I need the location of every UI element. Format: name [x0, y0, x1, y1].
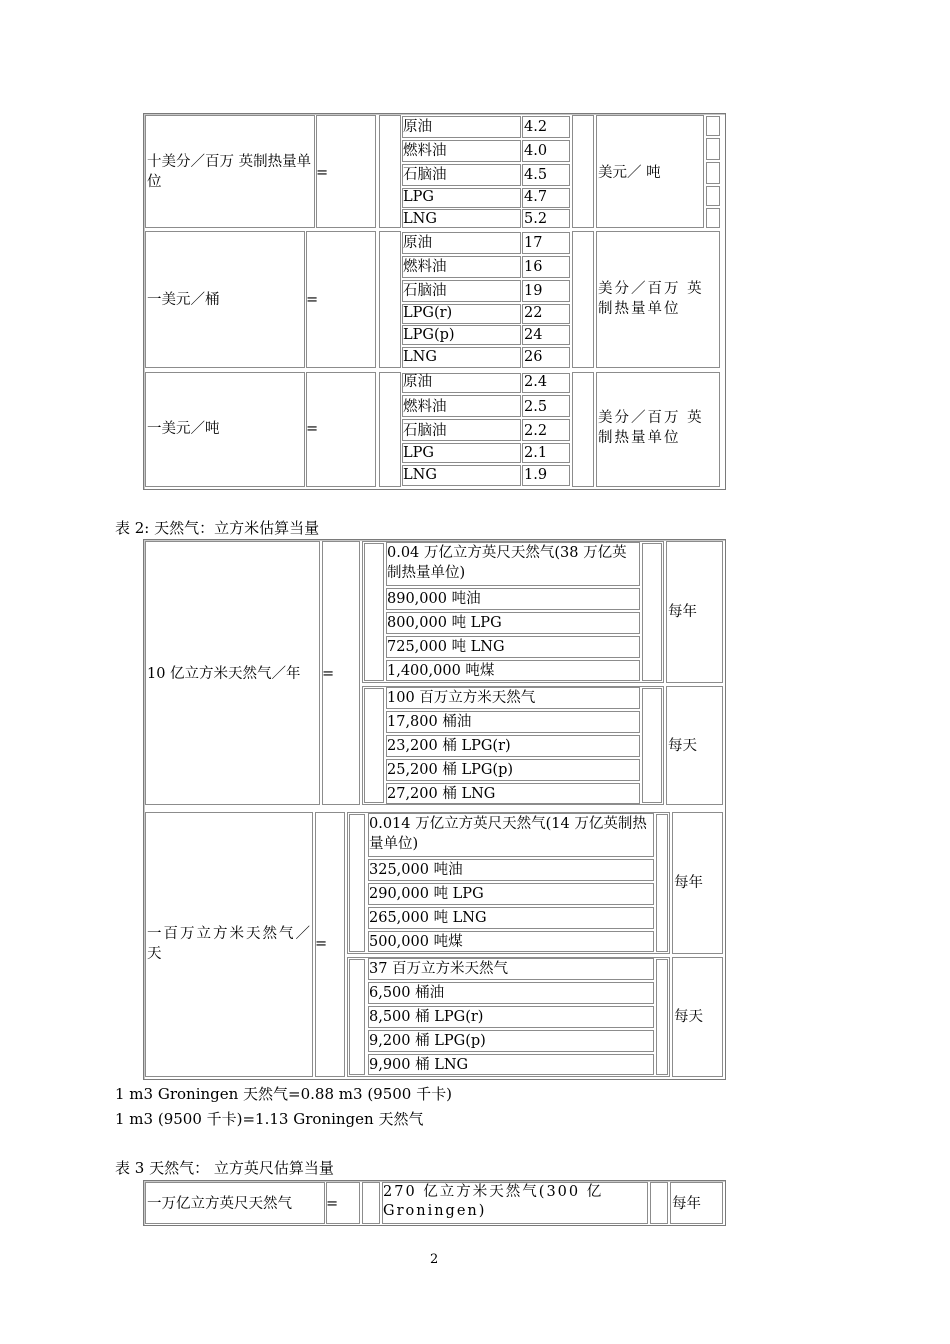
- item-value: 2.5: [524, 399, 548, 415]
- t1-b1-edge: [706, 138, 720, 160]
- item-name: 原油: [403, 119, 432, 135]
- t1-b1-spacer: [379, 115, 401, 228]
- page-number: 2: [430, 1252, 439, 1267]
- item-name: 燃料油: [403, 399, 447, 415]
- item-name: LNG: [403, 349, 437, 365]
- list-item: 17,800 桶油: [387, 714, 472, 730]
- t1-b1-spacer2: [572, 115, 594, 228]
- t2-b1-label: 10 亿立方米天然气／年: [147, 666, 301, 682]
- t3-value: 270 亿立方米天然气(300 亿 Groningen): [383, 1184, 604, 1219]
- list-item: 23,200 桶 LPG(r): [387, 738, 511, 754]
- t2-b1-yearly-unit: 每年: [668, 604, 697, 620]
- item-name: LNG: [403, 211, 437, 227]
- t1-b1-label: 十美分／百万 英制热量单位: [147, 154, 312, 190]
- note-line: 1 m3 Groningen 天然气=0.88 m3 (9500 千卡): [115, 1085, 452, 1103]
- item-value: 4.0: [524, 143, 548, 159]
- item-value: 1.9: [524, 467, 548, 483]
- table3-caption: 表 3 天然气： 立方英尺估算当量: [115, 1159, 334, 1177]
- t1-b1-edge: [706, 116, 720, 136]
- list-item: 0.04 万亿立方英尺天然气(38 万亿英制热量单位): [387, 545, 627, 581]
- t1-b1-edge: [706, 208, 720, 228]
- t2-b1-yearly-spacer: [364, 543, 384, 681]
- t2-b2-daily-spacer: [349, 959, 365, 1075]
- list-item: 9,200 桶 LPG(p): [369, 1033, 486, 1049]
- list-item: 325,000 吨油: [369, 862, 463, 878]
- list-item: 0.014 万亿立方英尺天然气(14 万亿英制热量单位): [369, 816, 647, 852]
- t2-b2-yearly-spacer: [349, 814, 365, 952]
- item-value: 16: [524, 259, 543, 275]
- item-name: 燃料油: [403, 143, 447, 159]
- item-name: 原油: [403, 235, 432, 251]
- list-item: 890,000 吨油: [387, 591, 481, 607]
- list-item: 800,000 吨 LPG: [387, 615, 502, 631]
- item-value: 2.4: [524, 374, 548, 390]
- item-value: 5.2: [524, 211, 548, 227]
- t1-b1-unit: 美元／ 吨: [598, 165, 661, 181]
- t3-spacer2: [650, 1182, 668, 1224]
- t2-b2-yearly-unit: 每年: [674, 875, 703, 891]
- t1-b3-eq: =: [306, 421, 319, 437]
- list-item: 9,900 桶 LNG: [369, 1057, 469, 1073]
- table2-caption: 表 2: 天然气：立方米估算当量: [115, 519, 320, 537]
- item-value: 17: [524, 235, 543, 251]
- item-value: 24: [524, 327, 543, 343]
- t2-b2-eq: =: [315, 936, 328, 952]
- list-item: 25,200 桶 LPG(p): [387, 762, 514, 778]
- t2-b2-daily-unit: 每天: [674, 1009, 703, 1025]
- item-name: LPG(r): [403, 305, 453, 321]
- list-item: 37 百万立方米天然气: [369, 961, 509, 977]
- t1-b1-eq: =: [316, 165, 329, 181]
- item-name: 石脑油: [403, 423, 447, 439]
- t1-b2-spacer: [379, 231, 401, 368]
- t1-b2-label: 一美元／桶: [147, 292, 220, 308]
- t2-b1-daily-spacer2: [642, 688, 662, 803]
- t1-b2-unit: 美分／百万 英制热量单位: [598, 281, 704, 317]
- item-name: 原油: [403, 374, 432, 390]
- t1-b3-spacer2: [572, 372, 594, 487]
- item-name: 石脑油: [403, 167, 447, 183]
- item-name: LPG: [403, 189, 434, 205]
- note-line: 1 m3 (9500 千卡)=1.13 Groningen 天然气: [115, 1110, 424, 1128]
- item-value: 4.5: [524, 167, 548, 183]
- list-item: 725,000 吨 LNG: [387, 639, 505, 655]
- list-item: 8,500 桶 LPG(r): [369, 1009, 484, 1025]
- item-name: LPG(p): [403, 327, 455, 343]
- list-item: 1,400,000 吨煤: [387, 663, 495, 679]
- t2-b1-yearly-spacer2: [642, 543, 662, 681]
- t2-b1-eq: =: [322, 666, 335, 682]
- t3-label: 一万亿立方英尺天然气: [147, 1196, 292, 1212]
- t2-b1-daily-unit: 每天: [668, 738, 697, 754]
- item-name: LNG: [403, 467, 437, 483]
- list-item: 290,000 吨 LPG: [369, 886, 484, 902]
- item-value: 26: [524, 349, 543, 365]
- item-value: 2.1: [524, 445, 548, 461]
- t2-b2-label: 一百万立方米天然气／天: [147, 926, 312, 962]
- item-name: 燃料油: [403, 259, 447, 275]
- list-item: 500,000 吨煤: [369, 934, 463, 950]
- list-item: 27,200 桶 LNG: [387, 786, 496, 802]
- list-item: 100 百万立方米天然气: [387, 690, 536, 706]
- list-item: 6,500 桶油: [369, 985, 445, 1001]
- item-value: 4.2: [524, 119, 548, 135]
- t2-b2-daily-spacer2: [656, 959, 668, 1075]
- t1-b2-spacer2: [572, 231, 594, 368]
- t1-b3-spacer: [379, 372, 401, 487]
- t1-b2-eq: =: [306, 292, 319, 308]
- t1-b1-edge: [706, 162, 720, 184]
- item-value: 19: [524, 283, 543, 299]
- t2-b2-yearly-spacer2: [656, 814, 668, 952]
- t3-unit: 每年: [672, 1196, 701, 1212]
- item-value: 2.2: [524, 423, 548, 439]
- t1-b1-edge: [706, 186, 720, 206]
- list-item: 265,000 吨 LNG: [369, 910, 487, 926]
- item-name: 石脑油: [403, 283, 447, 299]
- t3-eq: =: [326, 1196, 339, 1212]
- t1-b3-label: 一美元／吨: [147, 421, 220, 437]
- item-value: 4.7: [524, 189, 548, 205]
- item-name: LPG: [403, 445, 434, 461]
- t3-spacer: [362, 1182, 380, 1224]
- t2-b1-daily-spacer: [364, 688, 384, 803]
- t1-b3-unit: 美分／百万 英制热量单位: [598, 410, 704, 446]
- item-value: 22: [524, 305, 543, 321]
